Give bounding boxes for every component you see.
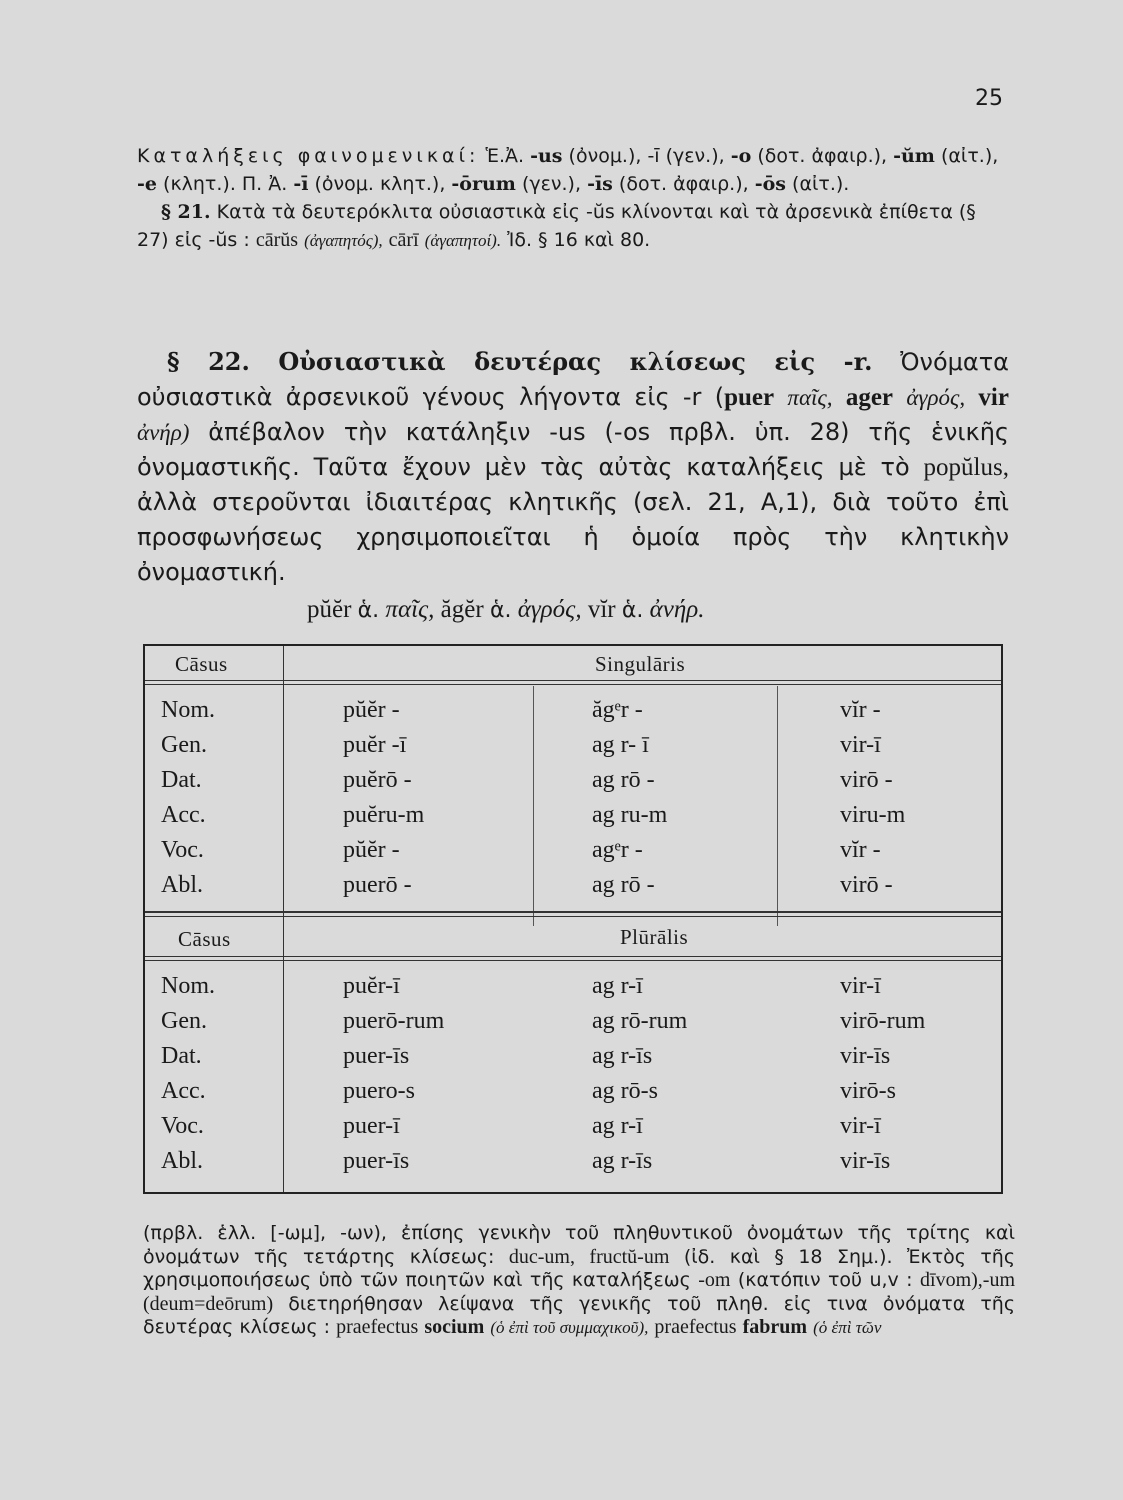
section-21-number: § 21.: [161, 201, 211, 223]
puer-cell: puer-ī: [343, 1113, 400, 1139]
puer-cell: pŭĕr -: [343, 697, 400, 723]
ager-cell: agᵉr -: [592, 837, 643, 863]
ager-cell: ag r-ī: [592, 973, 643, 999]
singular-header: Singulāris: [595, 652, 686, 676]
table-row: [145, 837, 1001, 872]
table-row: [145, 1078, 1001, 1113]
puer-cell: puerō -: [343, 872, 412, 898]
puer-cell: puer-īs: [343, 1148, 410, 1174]
case-cell: Voc.: [161, 837, 204, 863]
case-cell: Acc.: [161, 802, 206, 828]
table-row: [145, 1113, 1001, 1148]
table-row: [145, 697, 1001, 732]
section-rule: [145, 911, 1001, 917]
ager-cell: ag rō -: [592, 872, 655, 898]
case-cell: Acc.: [161, 1078, 206, 1104]
vir-cell: vĭr -: [840, 697, 881, 723]
vir-cell: vir-īs: [840, 1148, 891, 1174]
endings-label: Καταλήξεις φαινομενικαί:: [137, 145, 480, 167]
section-21-paragraph: § 21. Κατὰ τὰ δευτερόκλιτα οὐσιαστικὰ εἰς -ŭs κλίνονται καὶ τὰ ἀρσενικὰ ἐπίθετα (§ 27) εἰς -ŭs : cārŭs (ἀγαπητός), cārī (ἀγαπητοί). Ἰδ. § 16 καὶ 80.: [137, 201, 976, 251]
case-cell: Abl.: [161, 1148, 203, 1174]
table-row: [145, 973, 1001, 1008]
table-row: [145, 732, 1001, 767]
ager-cell: ag rō-s: [592, 1078, 658, 1104]
footnote: [143, 1222, 1015, 1340]
puer-cell: puerō-rum: [343, 1008, 445, 1034]
ager-cell: ăgᵉr -: [592, 697, 643, 723]
ager-cell: ag rō -: [592, 767, 655, 793]
vir-cell: virō -: [840, 767, 893, 793]
vir-cell: virō-rum: [840, 1008, 926, 1034]
puer-cell: puĕru-m: [343, 802, 425, 828]
vir-cell: virō -: [840, 872, 893, 898]
puer-cell: puĕrō -: [343, 767, 412, 793]
plural-header: Plūrālis: [620, 925, 689, 949]
ager-cell: ag rō-rum: [592, 1008, 688, 1034]
section-22: [137, 344, 1009, 590]
casus-header-plural: Cāsus: [178, 927, 231, 951]
intro-block: [137, 142, 1007, 255]
table-row: [145, 767, 1001, 802]
vir-cell: virō-s: [840, 1078, 896, 1104]
table-row: [145, 802, 1001, 837]
table-row: [145, 1148, 1001, 1183]
puer-cell: puĕr-ī: [343, 973, 400, 999]
ager-cell: ag r-īs: [592, 1043, 653, 1069]
table-row: [145, 1043, 1001, 1078]
table-row: [145, 872, 1001, 907]
endings-paragraph: Καταλήξεις φαινομενικαί: Ἑ.Ἀ. -us (ὀνομ.), -ī (γεν.), -o (δοτ. ἀφαιρ.), -ŭm (αἰτ.), -e (κλητ.). Π. Ἀ. -ī (ὀνομ. κλητ.), -ōrum (γεν.), -īs (δοτ. ἀφαιρ.), -ōs (αἰτ.).: [137, 145, 999, 195]
puer-cell: puĕr -ī: [343, 732, 407, 758]
case-cell: Voc.: [161, 1113, 204, 1139]
paradigm-caption: pŭĕr ἁ. παῖς, ăgĕr ἁ. ἀγρός, vĭr ἁ. ἀνήρ.: [307, 596, 705, 623]
vir-cell: vĭr -: [840, 837, 881, 863]
case-cell: Dat.: [161, 1043, 202, 1069]
header-rule-plural: [145, 956, 1001, 961]
puer-cell: puero-s: [343, 1078, 415, 1104]
case-cell: Abl.: [161, 872, 203, 898]
vir-cell: vir-ī: [840, 973, 881, 999]
header-rule-singular: [145, 680, 1001, 685]
case-cell: Gen.: [161, 732, 207, 758]
ager-cell: ag r-ī: [592, 1113, 643, 1139]
vir-cell: vir-ī: [840, 732, 881, 758]
case-cell: Gen.: [161, 1008, 207, 1034]
page-number: 25: [975, 86, 1003, 111]
case-cell: Dat.: [161, 767, 202, 793]
vir-cell: vir-īs: [840, 1043, 891, 1069]
case-cell: Nom.: [161, 697, 215, 723]
section-22-paragraph: § 22. Οὐσιαστικὰ δευτέρας κλίσεως εἰς -r. Ὀνόματα οὐσιαστικὰ ἀρσενικοῦ γένους λήγοντα εἰς -r (puer παῖς, ager ἀγρός, vir ἀνήρ) ἀπέβαλον τὴν κατάληξιν -us (-os πρβλ. ὑπ. 28) τῆς ἑνικῆς ὀνομαστικῆς. Ταῦτα ἔχουν μὲν τὰς αὐτὰς καταλήξεις μὲ τὸ popŭlus, ἀλλὰ στεροῦνται ἰδιαιτέρας κλητικῆς (σελ. 21, Α,1), διὰ τοῦτο ἐπὶ προσφωνήσεως χρησιμοποιεῖται ἡ ὁμοία πρὸς τὴν κλητικὴν ὀνομαστική.: [137, 347, 1009, 586]
ager-cell: ag r- ī: [592, 732, 649, 758]
casus-header-singular: Cāsus: [175, 652, 228, 676]
case-cell: Nom.: [161, 973, 215, 999]
ager-cell: ag r-īs: [592, 1148, 653, 1174]
puer-cell: pŭĕr -: [343, 837, 400, 863]
vir-cell: viru-m: [840, 802, 906, 828]
footnote-paragraph: (πρβλ. ἑλλ. [-ωμ], -ων), ἐπίσης γενικὴν τοῦ πληθυντικοῦ ὀνομάτων τῆς τρίτης καὶ ὀνομάτων τῆς τετάρτης κλίσεως: duc-um, fructŭ-um (ἰδ. καὶ § 18 Σημ.). Ἐκτὸς τῆς χρησιμοποιήσεως ὑπὸ τῶν ποιητῶν καὶ τῆς καταλήξεως -om (κατόπιν τοῦ u,v : dīvom),-um (deum=deōrum) διετηρήθησαν λείψανα τῆς γενικῆς τοῦ πληθ. εἰς τινα ὀνόματα τῆς δευτέρας κλίσεως : praefectus socium (ὁ ἐπὶ τοῦ συμμαχικοῦ), praefectus fabrum (ὁ ἐπὶ τῶν: [143, 1222, 1016, 1338]
table-row: [145, 1008, 1001, 1043]
puer-cell: puer-īs: [343, 1043, 410, 1069]
vir-cell: vir-ī: [840, 1113, 881, 1139]
section-22-heading: § 22. Οὐσιαστικὰ δευτέρας κλίσεως εἰς -r.: [167, 347, 873, 376]
ager-cell: ag ru-m: [592, 802, 668, 828]
declension-table: [143, 644, 1003, 1194]
